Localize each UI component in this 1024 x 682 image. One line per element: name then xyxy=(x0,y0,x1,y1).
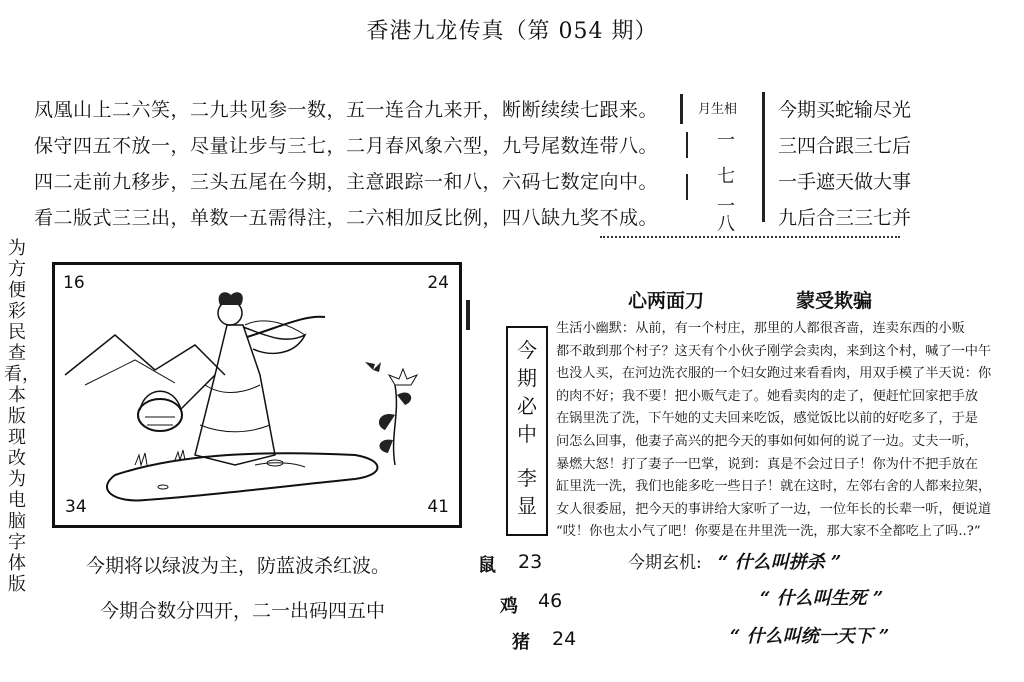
proverb-left: 心两面刀 xyxy=(628,290,705,312)
story-line: “哎！你也太小气了吧！你要是在井里洗一洗，那大家不全都吃上了吗..?” xyxy=(556,524,981,540)
verse-line-2: 保守四五不放一，尽量让步与三七，二月春风象六型，九号尾数连带八。 xyxy=(34,135,659,157)
story-line: 也没人买，在河边洗衣服的一个妇女跑过来看看肉，用双手模了半天说：你 xyxy=(556,366,992,382)
mystery-phrase-2: “ 什么叫生死 ” xyxy=(760,588,884,609)
zodiac-animal-rooster: 鸡 xyxy=(500,596,518,617)
green-wave-line: 今期将以绿波为主，防蓝波杀红波。 xyxy=(86,555,391,577)
story-line: 都不敢到那个村子？这天有个小伙子刚学会卖肉，来到这个村，喊了一中午 xyxy=(556,343,992,359)
corner-number-bottom-left: 34 xyxy=(65,497,87,517)
corner-number-top-left: 16 xyxy=(63,273,85,293)
right-verse-3: 一手遮天做大事 xyxy=(778,171,912,193)
box-char-2: 七 xyxy=(717,166,735,187)
right-verse-2: 三四合跟三七后 xyxy=(778,135,912,157)
story-line: 问怎么回事，他妻子高兴的把今天的事如何如何的说了一边。丈夫一听， xyxy=(556,433,978,449)
zodiac-animal-rat: 鼠 xyxy=(478,555,496,576)
page-title: 香港九龙传真（第 054 期） xyxy=(366,19,658,44)
maiden-illustration xyxy=(55,265,459,525)
must-win-label: 今期必中 xyxy=(517,338,537,446)
zodiac-number-rat: 23 xyxy=(518,551,543,573)
story-line: 在锅里洗了洗，下午她的丈夫回来吃饭，感觉饭比以前的好吃多了，于是 xyxy=(556,411,978,427)
must-win-box xyxy=(506,326,548,536)
story-line: 生活小幽默：从前，有一个村庄，那里的人都很吝啬，连卖东西的小贩 xyxy=(556,321,965,336)
story-line: 暴燃大怒！打了妻子一巴掌，说到：真是不会过日子！你为什不把手放在 xyxy=(556,456,978,472)
mystery-label: 今期玄机: xyxy=(628,553,702,573)
mystery-phrase-3: “ 什么叫统一天下 ” xyxy=(730,626,890,647)
split-number-line: 今期合数分四开，二一出码四五中 xyxy=(100,600,386,622)
must-win-name: 李显 xyxy=(517,466,537,518)
box-char-4: 八 xyxy=(717,214,735,235)
verse-line-3: 四二走前九移步，三头五尾在今期，主意跟踪一和八，六码七数定向中。 xyxy=(34,171,659,193)
zodiac-number-rooster: 46 xyxy=(538,590,563,612)
right-verse-1: 今期买蛇输尽光 xyxy=(778,99,912,121)
right-verse-4: 九后合三三七并 xyxy=(778,207,912,229)
illustration-frame xyxy=(52,262,462,528)
story-line: 女人很委屈，把今天的事讲给大家听了一边，一位年长的长辈一听，便说道 xyxy=(556,501,992,517)
corner-number-bottom-right: 41 xyxy=(427,497,449,517)
story-block xyxy=(556,318,1022,544)
zodiac-number-pig: 24 xyxy=(552,628,577,650)
story-line: 缸里洗一洗，我们也能多吃一些日子！就在这时，左邻右舍的人都来拉架， xyxy=(556,479,992,495)
zodiac-animal-pig: 猪 xyxy=(512,632,530,653)
story-line: 的肉不好；我不要！把小贩气走了。她看卖肉的走了，便赶忙回家把手放 xyxy=(556,388,978,404)
proverb-right: 蒙受欺骗 xyxy=(796,290,873,312)
verse-line-1: 凤凰山上二六笑，二九共见参一数，五一连合九来开，断断续续七跟来。 xyxy=(34,99,659,121)
box-char-1: 一 xyxy=(717,130,735,151)
box-header: 月生相 xyxy=(698,102,738,117)
divider-dots xyxy=(600,236,900,241)
corner-number-top-right: 24 xyxy=(427,273,449,293)
box-char-3: 一 xyxy=(717,196,735,217)
left-vertical-notice: 为方便彩民查看，本版现改为电脑字体版 xyxy=(4,238,40,595)
mystery-phrase-1: “ 什么叫拼杀 ” xyxy=(718,552,842,573)
partial-zodiac-box xyxy=(680,92,770,235)
verse-line-4: 看二版式三三出，单数一五需得注，二六相加反比例，四八缺九奖不成。 xyxy=(34,207,659,229)
